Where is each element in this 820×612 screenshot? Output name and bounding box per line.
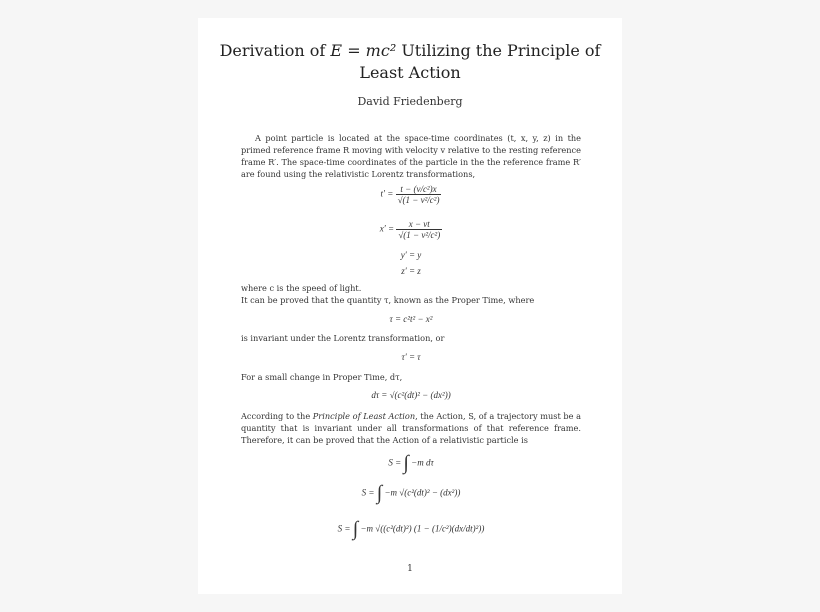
integral-sign-2: ∫ [376, 482, 383, 504]
paragraph-small-change: For a small change in Proper Time, dτ, [241, 372, 403, 382]
eq-s1-lhs: S = [388, 457, 402, 468]
paragraph-intro: A point particle is located at the space-time coordinates (t, x, y, z) in the primed reference frame R moving with velocity v relative to the resting reference frame R′. The space-time coordinates of the particle in the the reference frame R′ are found using the relativistic Lorentz transformations, [241, 133, 581, 179]
equation-t-prime [241, 184, 581, 205]
author-name: David Friedenberg [357, 95, 463, 108]
equation-action-2 [241, 482, 581, 505]
eq-z-text: z′ = z [401, 266, 421, 276]
equation-tau-invariant [241, 352, 581, 362]
eq-x-fraction [396, 219, 442, 240]
equation-dtau [241, 390, 581, 400]
equation-x-prime [241, 219, 581, 240]
page-number: 1 [407, 564, 413, 574]
eq-s3-rhs: −m √((c²(dt)²) (1 − (1/c²)(dx/dt)²)) [360, 523, 485, 534]
eq-t-denominator: √(1 − v²/c²) [397, 195, 440, 205]
least-action-italic: Principle of Least Action [312, 411, 416, 421]
equation-action-3 [241, 518, 581, 541]
integral-sign-1: ∫ [403, 452, 409, 474]
eq-s2-rhs: −m √(c²(dt)² − (dx²)) [384, 487, 461, 498]
least-action-prefix: According to the [241, 411, 313, 421]
equation-z-prime [241, 266, 581, 276]
paragraph-invariant: is invariant under the Lorentz transformation, or [241, 333, 445, 343]
title-suffix: Utilizing the Principle of [396, 41, 601, 60]
eq-x-numerator: x − vt [408, 219, 430, 229]
eq-tau-inv-text: τ′ = τ [401, 352, 421, 362]
equation-y-prime [241, 250, 581, 260]
proper-time-line: It can be proved that the quantity τ, known as the Proper Time, where [241, 295, 535, 305]
eq-t-fraction [396, 184, 442, 205]
title-prefix: Derivation of [219, 41, 331, 60]
eq-s3-lhs: S = [337, 523, 351, 534]
paragraph-speed-of-light [241, 282, 581, 306]
paragraph-least-action [241, 410, 581, 446]
eq-y-text: y′ = y [400, 250, 422, 260]
equation-action-1 [241, 452, 581, 475]
paper-page [198, 18, 622, 594]
eq-x-lhs: x′ = [379, 223, 395, 234]
speed-of-light-line: where c is the speed of light. [241, 283, 362, 293]
least-action-suffix: , the Action, S, of a trajectory must be a quantity that is invariant under all transformations of that reference frame. Therefore, it can be proved that the Action of a relativistic particle is [241, 411, 581, 445]
title-line2: Least Action [359, 63, 461, 82]
eq-t-numerator: t − (v/c²)x [400, 184, 437, 194]
title-formula: E = mc² [330, 41, 397, 60]
integral-sign-3: ∫ [352, 518, 359, 540]
eq-s1-rhs: −m dτ [411, 457, 434, 468]
equation-tau [241, 314, 581, 324]
eq-tau-text: τ = c²t² − x² [389, 314, 433, 324]
eq-x-denominator: √(1 − v²/c²) [398, 230, 441, 240]
eq-t-lhs: t′ = [380, 188, 394, 199]
paper-title [198, 40, 622, 84]
eq-s2-lhs: S = [361, 487, 375, 498]
eq-dtau-text: dτ = √(c²(dt)² − (dx²)) [371, 390, 451, 400]
